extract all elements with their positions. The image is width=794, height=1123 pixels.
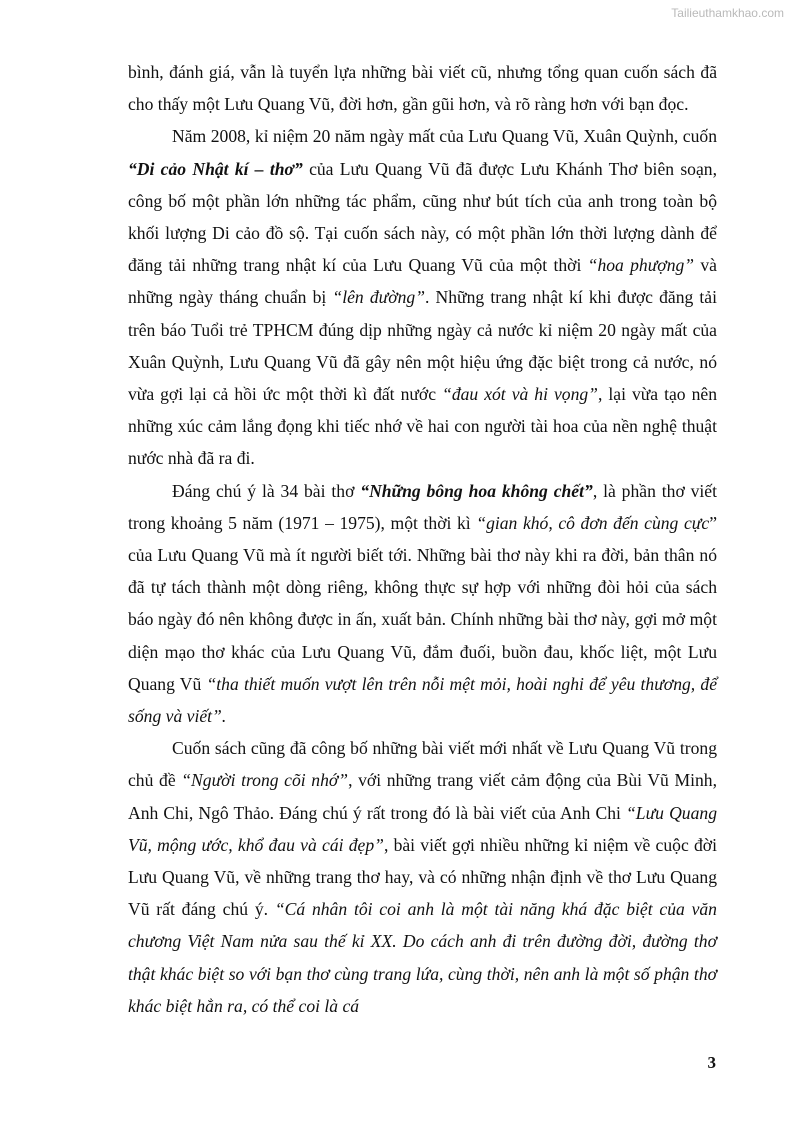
text-run: . Những trang nhật kí khi được đăng tải trên báo Tuổi trẻ TPHCM đúng dịp những ngày cả nước kỉ niệm 20 ngày mất của Xuân Quỳnh, Lưu Quang Vũ đã gây nên một hiệu ứng đặc biệt trong cả nước, nó vừa gợi lại cả hồi ức một thời kì đất nước: [128, 287, 718, 405]
text-run: Cuốn sách cũng đã công bố những bài viết mới nhất về Lưu Quang Vũ trong chủ đề: [128, 738, 717, 791]
text-run: ” của Lưu Quang Vũ mà ít người biết tới. Những bài thơ này khi ra đời, bản thân nó đã tự tách thành một dòng riêng, không thực sự hợp với những đòi hỏi của sách báo ngày đó nên không được in ấn, xuất bản. Chính những bài thơ này, gợi mở một diện mạo thơ khác của Lưu Quang Vũ, đắm đuối, buồn đau, khốc liệt, một Lưu Quang Vũ: [128, 512, 717, 694]
book-title-run: “Di cảo Nhật kí – thơ”: [128, 158, 303, 179]
text-run: bình, đánh giá, vẫn là tuyển lựa những bài viết cũ, nhưng tổng quan cuốn sách đã cho thấy một Lưu Quang Vũ, đời hơn, gần gũi hơn, và rõ ràng hơn với bạn đọc.: [128, 62, 717, 115]
quote-run: “hoa phượng”: [587, 255, 695, 276]
paragraph: [128, 56, 717, 120]
text-run: và những ngày tháng chuẩn bị: [128, 255, 717, 308]
quote-run: “gian khó, cô đơn đến cùng cực: [476, 512, 710, 533]
quote-run: “Người trong cõi nhớ”: [181, 770, 349, 791]
text-run: , là phần thơ viết trong khoảng 5 năm (1971 – 1975), một thời kì: [128, 480, 718, 533]
text-run: , bài viết gợi nhiều những kỉ niệm về cuộc đời Lưu Quang Vũ, về những trang thơ hay, và có những nhận định về thơ Lưu Quang Vũ rất đáng chú ý.: [128, 834, 717, 920]
text-run: Đáng chú ý là 34 bài thơ: [172, 480, 361, 501]
book-title-run: “Những bông hoa không chết”: [360, 480, 593, 501]
document-body: [128, 56, 717, 1022]
paragraph: [128, 732, 717, 1022]
quote-run: “Lưu Quang Vũ, mộng ước, khổ đau và cái đẹp”: [128, 802, 717, 855]
quote-run: “lên đường”: [332, 287, 426, 308]
watermark-text: Tailieuthamkhao.com: [671, 6, 784, 20]
quote-run: “tha thiết muốn vượt lên trên nỗi mệt mỏi, hoài nghi để yêu thương, để sống và viết”.: [128, 673, 718, 727]
page-number: 3: [707, 1053, 716, 1072]
text-run: Năm 2008, kỉ niệm 20 năm ngày mất của Lưu Quang Vũ, Xuân Quỳnh, cuốn: [172, 126, 717, 147]
text-run: , lại vừa tạo nên những xúc cảm lắng đọng khi tiếc nhớ về hai con người tài hoa của nền nghệ thuật nước nhà đã ra đi.: [128, 384, 718, 469]
paragraph: [128, 120, 717, 474]
text-run: , với những trang viết cảm động của Bùi Vũ Minh, Anh Chi, Ngô Thảo. Đáng chú ý rất trong đó là bài viết của Anh Chi: [128, 770, 717, 823]
paragraph: [128, 475, 717, 733]
quote-run: “đau xót và hi vọng”: [442, 384, 598, 405]
text-run: của Lưu Quang Vũ đã được Lưu Khánh Thơ biên soạn, công bố một phần lớn những tác phẩm, cũng như bút tích của anh trong toàn bộ khối lượng Di cảo đồ sộ. Tại cuốn sách này, có một phần lớn thời lượng dành để đăng tải những trang nhật kí của Lưu Quang Vũ của một thời: [128, 158, 717, 276]
quote-run: “Cá nhân tôi coi anh là một tài năng khá đặc biệt của văn chương Việt Nam nửa sau thế kỉ XX. Do cách anh đi trên đường đời, đường thơ thật khác biệt so với bạn thơ cùng trang lứa, cùng thời, nên anh là một số phận thơ khác biệt hẳn ra, có thể coi là cá: [128, 899, 717, 1016]
